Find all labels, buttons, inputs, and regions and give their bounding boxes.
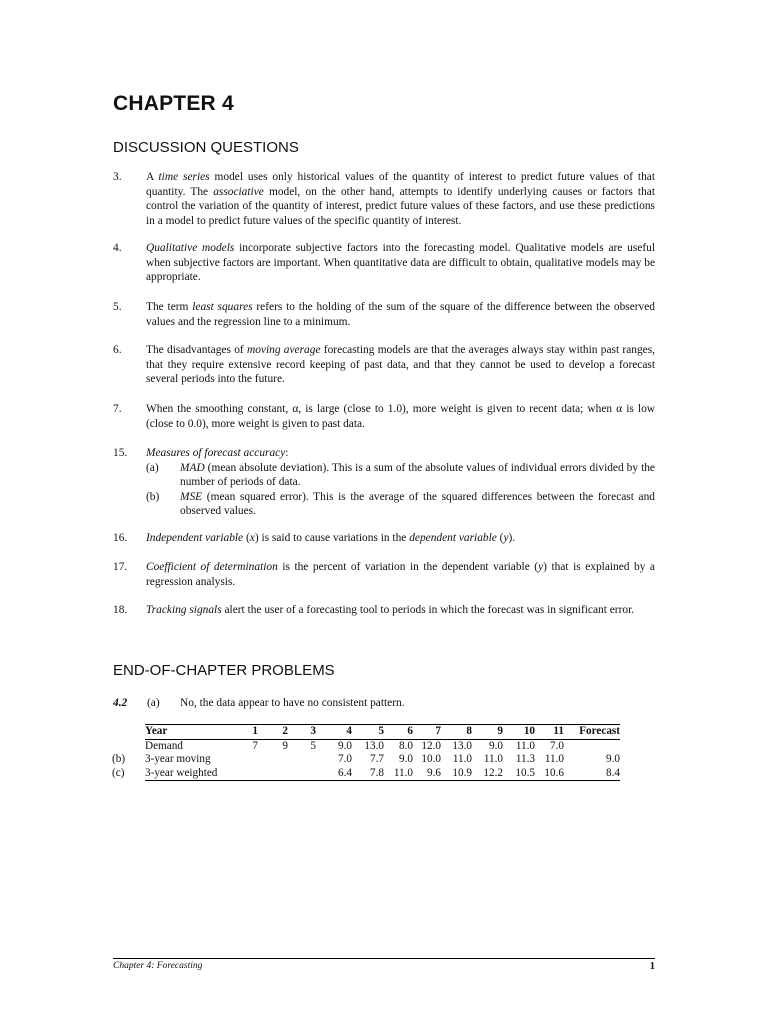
table-cell: 12.0 (421, 739, 441, 752)
table-header: Forecast (579, 725, 620, 737)
table-cell: 9.6 (427, 766, 441, 779)
table-row (145, 753, 620, 767)
table-header: 6 (407, 725, 413, 737)
question-18 (113, 603, 655, 618)
table-cell: 6.4 (338, 766, 352, 779)
footer-chapter-label: Chapter 4: Forecasting (113, 961, 203, 971)
table-header: 2 (282, 725, 288, 737)
question-7 (113, 402, 655, 431)
question-text: Independent variable (x) is said to cause variations in the dependent variable (y). (146, 532, 516, 544)
problem-number: 4.2 (113, 697, 128, 709)
table-cell: 5 (310, 739, 316, 752)
table-row (145, 739, 620, 753)
table-header: 8 (466, 725, 472, 737)
table-cell: 11.0 (393, 766, 413, 779)
question-text: Tracking signals alert the user of a forecasting tool to periods in which the forecast was in significant error. (146, 604, 635, 616)
table-header: Year (145, 725, 168, 737)
table-cell: 13.0 (364, 739, 384, 752)
question-number: 4. (113, 242, 122, 254)
question-number: 5. (113, 301, 122, 313)
discussion-questions-heading: DISCUSSION QUESTIONS (113, 139, 299, 156)
table-cell: 12.2 (483, 766, 503, 779)
table-cell (258, 767, 288, 781)
question-text: Measures of forecast accuracy: (146, 447, 289, 459)
question-text: The term least squares refers to the holding of the sum of the square of the difference between the observed values and the regression line to a minimum. (146, 301, 655, 328)
page-number: 1 (649, 961, 655, 972)
question-3 (113, 170, 655, 228)
table-cell: 10.5 (515, 766, 535, 779)
question-number: 17. (113, 561, 128, 573)
table-cell: 10.9 (452, 766, 472, 779)
question-text: A time series model uses only historical values of the quantity of interest to predict future values of that quantity. The associative model, on the other hand, attempts to identify underlying causes or factors that control the variation of the quantity of interest, predict future values of these factors, and use these predictions in a model to predict future values of the specific quantity of interest. (146, 171, 656, 227)
table-cell: 8.4 (606, 766, 620, 779)
question-5 (113, 300, 655, 329)
table-header: 10 (523, 725, 535, 737)
question-number: 6. (113, 344, 122, 356)
question-text: Qualitative models incorporate subjective factors into the forecasting model. Qualitative models are useful when subjective factors are important. When quantitative data are difficult to obtain, qualitative models may be appropriate. (146, 242, 655, 284)
table-cell: 10.6 (544, 766, 564, 779)
page-footer (113, 958, 655, 972)
table-cell: 9.0 (606, 753, 620, 765)
table-cell: 11.3 (515, 753, 535, 765)
end-of-chapter-problems-heading: END-OF-CHAPTER PROBLEMS (113, 662, 335, 679)
question-text: When the smoothing constant, α, is large (close to 1.0), more weight is given to recent data; when α is low (close to 0.0), more weight is given to past data. (146, 403, 655, 430)
table-cell: 7.7 (370, 753, 384, 765)
table-cell: 7 (252, 739, 258, 752)
table-cell: 10.0 (421, 753, 441, 765)
table-cell: 9 (282, 739, 288, 752)
question-4 (113, 241, 655, 285)
table-cell: 7.0 (338, 753, 352, 765)
forecast-table (112, 724, 620, 781)
row-name: Demand (145, 739, 183, 752)
table-cell (288, 767, 316, 781)
question-number: 18. (113, 604, 128, 616)
question-15 (113, 446, 655, 519)
table-cell: 11.0 (515, 739, 535, 752)
table-cell: 9.0 (489, 739, 503, 752)
part-text: No, the data appear to have no consistent pattern. (180, 697, 405, 709)
question-6 (113, 343, 655, 387)
table-cell: 9.0 (399, 753, 413, 765)
table-cell (241, 753, 258, 767)
table-row (145, 767, 620, 781)
table-cell (258, 753, 288, 767)
table-header: 3 (310, 725, 316, 737)
question-text: The disadvantages of moving average forecasting models are that the averages always stay within past ranges, that they require extensive record keeping of past data, and that they cannot be used to develop a forecast several periods into the future. (146, 344, 655, 386)
sub-item-b: (b) MSE (mean squared error). This is the average of the squared differences between the forecast and observed values. (146, 490, 655, 518)
table-cell (241, 767, 258, 781)
table-cell (564, 739, 620, 753)
table-cell: 7.0 (550, 739, 564, 752)
table-cell: 7.8 (370, 766, 384, 779)
question-number: 3. (113, 171, 122, 183)
row-name: 3-year moving (145, 753, 211, 765)
table-cell: 11.0 (452, 753, 472, 765)
question-17 (113, 560, 655, 589)
chapter-title: CHAPTER 4 (113, 92, 234, 115)
table-cell: 8.0 (399, 739, 413, 752)
table-cell: 13.0 (452, 739, 472, 752)
question-16 (113, 531, 655, 546)
table-header: 1 (252, 725, 258, 737)
question-text: Coefficient of determination is the percent of variation in the dependent variable (y) that is explained by a regression analysis. (146, 561, 655, 588)
table-header: 11 (553, 725, 564, 737)
table-cell: 11.0 (483, 753, 503, 765)
table-header: 4 (346, 725, 352, 737)
question-number: 16. (113, 532, 128, 544)
table-header-row (145, 725, 620, 740)
row-part-label: (c) (112, 766, 125, 779)
table-header: 9 (497, 725, 503, 737)
part-label: (a) (147, 697, 160, 709)
table-cell: 11.0 (544, 753, 564, 765)
question-number: 15. (113, 447, 128, 459)
table-header: 7 (435, 725, 441, 737)
row-part-label: (b) (112, 753, 126, 765)
sub-item-a: (a) MAD (mean absolute deviation). This is a sum of the absolute values of individual errors divided by the number of periods of data. (146, 461, 655, 489)
table-cell: 9.0 (338, 739, 352, 752)
question-number: 7. (113, 403, 122, 415)
table-header: 5 (378, 725, 384, 737)
row-name: 3-year weighted (145, 766, 218, 779)
table-cell (288, 753, 316, 767)
